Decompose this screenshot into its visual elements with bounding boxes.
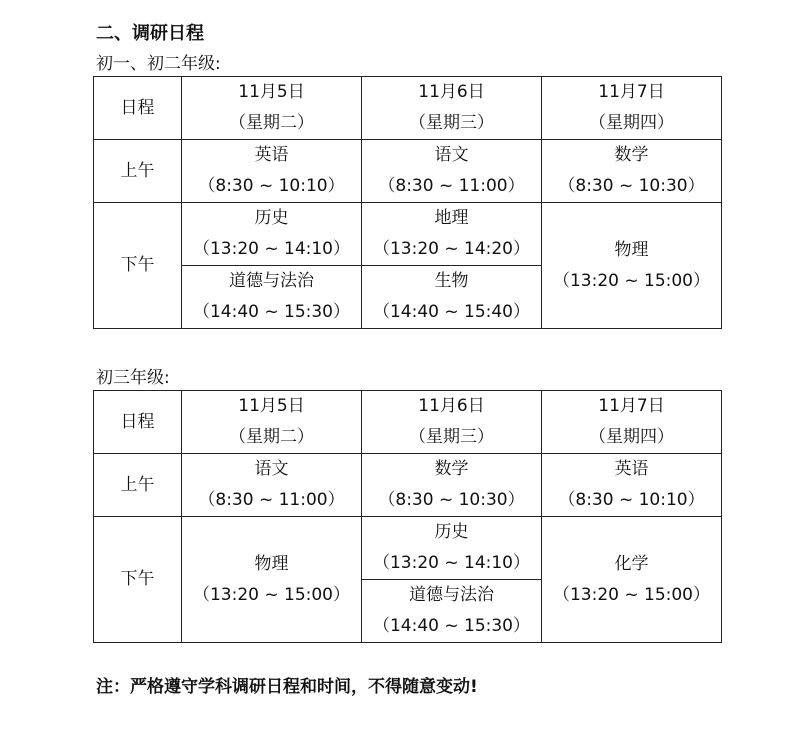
subject-time: （13:20 ~ 14:10） — [192, 239, 351, 259]
subject-name: 道德与法治 — [229, 271, 314, 291]
subject-time: （14:40 ~ 15:30） — [192, 302, 351, 322]
subject-time: （13:20 ~ 14:10） — [372, 553, 531, 573]
day-header-cell — [542, 77, 722, 140]
subject-cell — [182, 454, 362, 517]
morning-row — [94, 454, 722, 517]
subject-name: 历史 — [254, 208, 289, 228]
subject-name: 物理 — [254, 553, 289, 574]
day-header-cell — [182, 391, 362, 454]
afternoon-row — [94, 203, 722, 266]
subject-cell — [182, 517, 362, 643]
table-header-row — [94, 391, 722, 454]
subject-cell — [362, 266, 542, 329]
subject-cell — [362, 140, 542, 203]
grade3-schedule-table — [93, 390, 722, 643]
day-header-cell — [182, 77, 362, 140]
day-weekday: （星期四） — [589, 427, 674, 447]
section-title: 二、调研日程 — [96, 23, 204, 44]
period-label: 上午 — [94, 454, 182, 517]
day-header-cell — [362, 391, 542, 454]
subject-name: 数学 — [614, 145, 649, 165]
table-header-row — [94, 77, 722, 140]
day-weekday: （星期二） — [229, 427, 314, 447]
subject-time: （8:30 ~ 11:00） — [378, 176, 525, 196]
subject-time: （14:40 ~ 15:40） — [372, 302, 531, 322]
subject-cell — [362, 580, 542, 643]
subject-time: （8:30 ~ 10:10） — [558, 490, 705, 510]
subject-time: （8:30 ~ 10:10） — [198, 176, 345, 196]
period-label: 下午 — [94, 203, 182, 329]
morning-row — [94, 140, 722, 203]
subject-cell — [542, 203, 722, 329]
period-label: 下午 — [94, 517, 182, 643]
day-date: 11月5日 — [238, 82, 305, 102]
subject-cell — [182, 140, 362, 203]
subject-time: （8:30 ~ 10:30） — [378, 490, 525, 510]
period-label: 上午 — [94, 140, 182, 203]
subject-cell — [542, 454, 722, 517]
grade12-label: 初一、初二年级: — [96, 54, 221, 74]
subject-name: 化学 — [614, 553, 649, 574]
subject-time: （14:40 ~ 15:30） — [372, 616, 531, 636]
subject-name: 道德与法治 — [409, 585, 494, 605]
subject-name: 语文 — [434, 145, 469, 165]
subject-name: 英语 — [614, 459, 649, 479]
subject-name: 历史 — [434, 522, 469, 542]
subject-name: 数学 — [434, 459, 469, 479]
day-weekday: （星期三） — [409, 427, 494, 447]
subject-name: 地理 — [434, 208, 469, 228]
schedule-note: 注：严格遵守学科调研日程和时间，不得随意变动! — [96, 677, 478, 697]
day-date: 11月6日 — [418, 82, 485, 102]
day-date: 11月6日 — [418, 396, 485, 416]
subject-time: （8:30 ~ 11:00） — [198, 490, 345, 510]
subject-name: 英语 — [254, 145, 289, 165]
day-date: 11月7日 — [598, 396, 665, 416]
subject-time: （8:30 ~ 10:30） — [558, 176, 705, 196]
subject-time: （13:20 ~ 14:20） — [372, 239, 531, 259]
day-date: 11月7日 — [598, 82, 665, 102]
subject-cell — [362, 203, 542, 266]
day-header-cell — [362, 77, 542, 140]
subject-cell — [182, 266, 362, 329]
subject-cell — [542, 517, 722, 643]
corner-cell: 日程 — [94, 391, 182, 454]
corner-cell: 日程 — [94, 77, 182, 140]
grade3-label: 初三年级: — [96, 368, 170, 388]
subject-time: （13:20 ~ 15:00） — [552, 270, 711, 291]
afternoon-row — [94, 517, 722, 580]
subject-cell — [362, 517, 542, 580]
subject-cell — [362, 454, 542, 517]
subject-name: 物理 — [614, 239, 649, 260]
day-weekday: （星期三） — [409, 113, 494, 133]
grade12-schedule-table — [93, 76, 722, 329]
subject-cell — [542, 140, 722, 203]
day-weekday: （星期二） — [229, 113, 314, 133]
subject-cell — [182, 203, 362, 266]
subject-name: 语文 — [254, 459, 289, 479]
day-weekday: （星期四） — [589, 113, 674, 133]
subject-time: （13:20 ~ 15:00） — [552, 584, 711, 605]
subject-name: 生物 — [434, 271, 469, 291]
day-header-cell — [542, 391, 722, 454]
subject-time: （13:20 ~ 15:00） — [192, 584, 351, 605]
day-date: 11月5日 — [238, 396, 305, 416]
